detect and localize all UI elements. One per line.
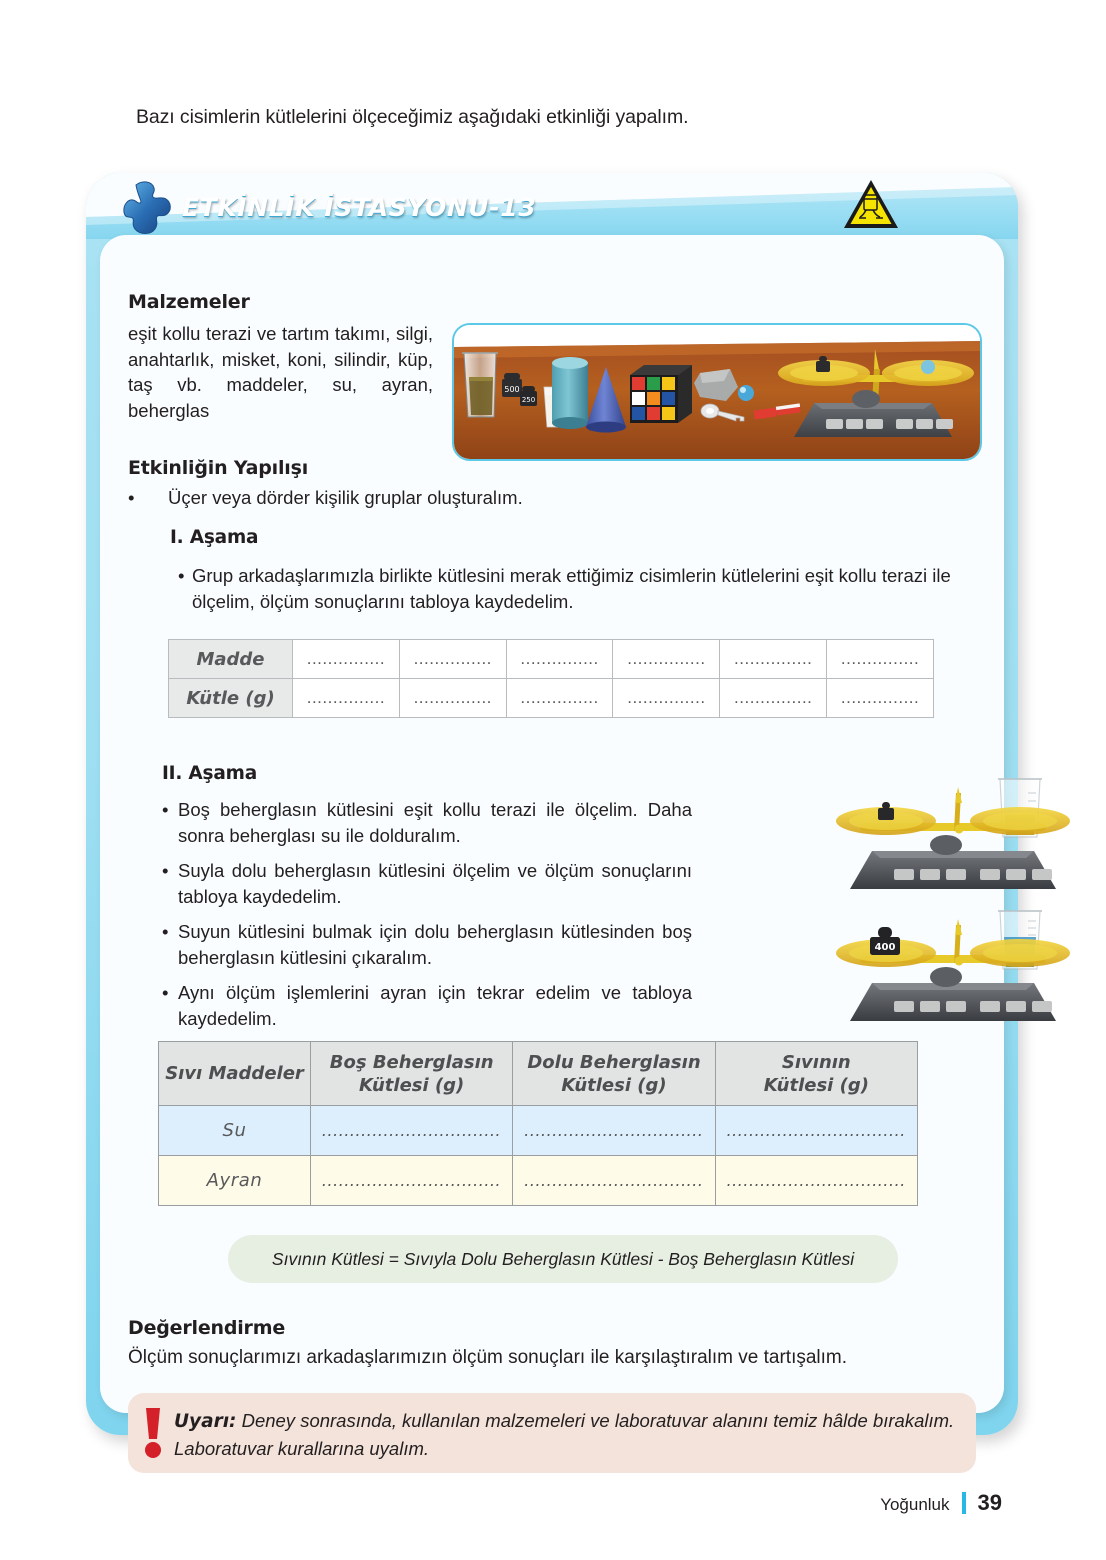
activity-header-band (86, 173, 1018, 239)
table2-row-label-su: Su (159, 1106, 311, 1156)
table2-header-dolu-beherglas (513, 1042, 715, 1106)
materials-heading: Malzemeler (128, 291, 250, 313)
list-item: • Boş beherglasın kütlesini eşit kollu terazi ile ölçelim. Daha sonra beherglası su ile dolduralım. (162, 797, 692, 849)
activity-inner-card (100, 235, 1004, 1459)
table2-cell[interactable]: ................................ (513, 1156, 715, 1206)
svg-text:250: 250 (521, 396, 536, 404)
table1-cell[interactable]: ............... (720, 640, 827, 679)
table-row (169, 679, 934, 718)
header-line: Dolu Beherglasın (527, 1051, 701, 1073)
header-line: Sıvının (781, 1051, 851, 1073)
table2-cell[interactable]: ................................ (513, 1106, 715, 1156)
puzzle-piece-icon (122, 179, 178, 237)
table1-cell[interactable]: ............... (506, 640, 613, 679)
activity-title: ETKİNLİK İSTASYONU-13 (182, 193, 537, 222)
measurements-table (168, 639, 934, 718)
warning-text (174, 1407, 956, 1462)
balance-scale-ayran-illustration (828, 907, 1106, 1027)
list-item: • Aynı ölçüm işlemlerini ayran için tekrar edelim ve tabloya kaydedelim. (162, 980, 692, 1032)
header-line: Kütlesi (g) (359, 1074, 465, 1096)
bullet-dot: • (128, 487, 135, 508)
materials-illustration (454, 325, 982, 461)
activity-card (86, 173, 1018, 1459)
materials-photo (452, 323, 982, 461)
header-line: Kütlesi (g) (561, 1074, 667, 1096)
stage1-heading: I. Aşama (170, 527, 259, 548)
table2-cell[interactable]: ................................ (311, 1156, 513, 1206)
table1-cell[interactable]: ............... (506, 679, 613, 718)
table1-cell[interactable]: ............... (399, 679, 506, 718)
weight-label-400: 400 (874, 942, 896, 953)
table1-row-label-kutle: Kütle (g) (169, 679, 293, 718)
table1-cell[interactable]: ............... (293, 640, 400, 679)
footer-page-number: 39 (977, 1490, 1002, 1515)
evaluation-heading: Değerlendirme (128, 1317, 286, 1339)
stage2-bullet-list (162, 797, 692, 1041)
footer-separator (962, 1492, 966, 1514)
stage1-bullet-text: Grup arkadaşlarımızla birlikte kütlesini merak ettiğimiz cisimlerin kütlelerini eşit kollu terazi ile ölçelim, ölçüm sonuçlarını tabloya kaydedelim. (192, 565, 951, 612)
procedure-bullet-text: Üçer veya dörder kişilik gruplar oluşturalım. (168, 487, 523, 508)
table1-cell[interactable]: ............... (720, 679, 827, 718)
table2-header-bos-beherglas (311, 1042, 513, 1106)
evaluation-text: Ölçüm sonuçlarımızı arkadaşlarımızın ölçüm sonuçları ile karşılaştıralım ve tartışalım. (128, 1347, 848, 1368)
list-item: • Suyun kütlesini bulmak için dolu beherglasın kütlesinden boş beherglasın kütlesini çıkaralım. (162, 919, 692, 971)
header-line: Boş Beherglasın (329, 1051, 494, 1073)
warning-body: Deney sonrasında, kullanılan malzemeleri ve laboratuvar alanını temiz hâlde bırakalım. Laboratuvar kurallarına uyalım. (174, 1410, 955, 1459)
list-item: • Suyla dolu beherglasın kütlesini ölçelim ve ölçüm sonuçlarını tabloya kaydedelim. (162, 858, 692, 910)
table2-header-sivi-maddeler: Sıvı Maddeler (159, 1042, 311, 1106)
materials-text: eşit kollu terazi ve tartım takımı, silgi, anahtarlık, misket, koni, silindir, küp, taş vb. maddeler, su, ayran, beherglas (128, 323, 433, 421)
table1-cell[interactable]: ............... (293, 679, 400, 718)
svg-text:500: 500 (504, 385, 520, 394)
table-row (169, 640, 934, 679)
table1-cell[interactable]: ............... (613, 679, 720, 718)
table2-cell[interactable]: ................................ (715, 1106, 917, 1156)
stage1-bullet (178, 563, 958, 615)
table1-cell[interactable]: ............... (399, 640, 506, 679)
table2-cell[interactable]: ................................ (715, 1156, 917, 1206)
exclamation-mark-icon (142, 1407, 164, 1459)
table2-header-sivinin-kutlesi (715, 1042, 917, 1106)
header-line: Kütlesi (g) (763, 1074, 869, 1096)
footer-chapter: Yoğunluk (880, 1495, 950, 1514)
bullet-dot: • (178, 565, 185, 586)
table-header-row (159, 1042, 918, 1106)
table-row (159, 1106, 918, 1156)
table-row (159, 1156, 918, 1206)
table2-cell[interactable]: ................................ (311, 1106, 513, 1156)
stage2-heading: II. Aşama (162, 763, 258, 784)
table1-row-label-madde: Madde (169, 640, 293, 679)
liquids-table (158, 1041, 918, 1206)
formula-text: Sıvının Kütlesi = Sıvıyla Dolu Beherglasın Kütlesi - Boş Beherglasın Kütlesi (271, 1248, 855, 1269)
table1-cell[interactable]: ............... (827, 640, 934, 679)
balance-scale-water-illustration (828, 775, 1106, 895)
intro-paragraph: Bazı cisimlerin kütlelerini ölçeceğimiz aşağıdaki etkinliği yapalım. (136, 106, 689, 128)
warning-label: Uyarı: (174, 1411, 237, 1432)
formula-box (228, 1235, 898, 1283)
page-footer (0, 1490, 1106, 1516)
lab-hazard-warning-icon (842, 178, 900, 232)
table1-cell[interactable]: ............... (827, 679, 934, 718)
table2-row-label-ayran: Ayran (159, 1156, 311, 1206)
procedure-bullet (128, 487, 688, 509)
table1-cell[interactable]: ............... (613, 640, 720, 679)
procedure-heading: Etkinliğin Yapılışı (128, 457, 309, 479)
warning-box (128, 1393, 976, 1473)
